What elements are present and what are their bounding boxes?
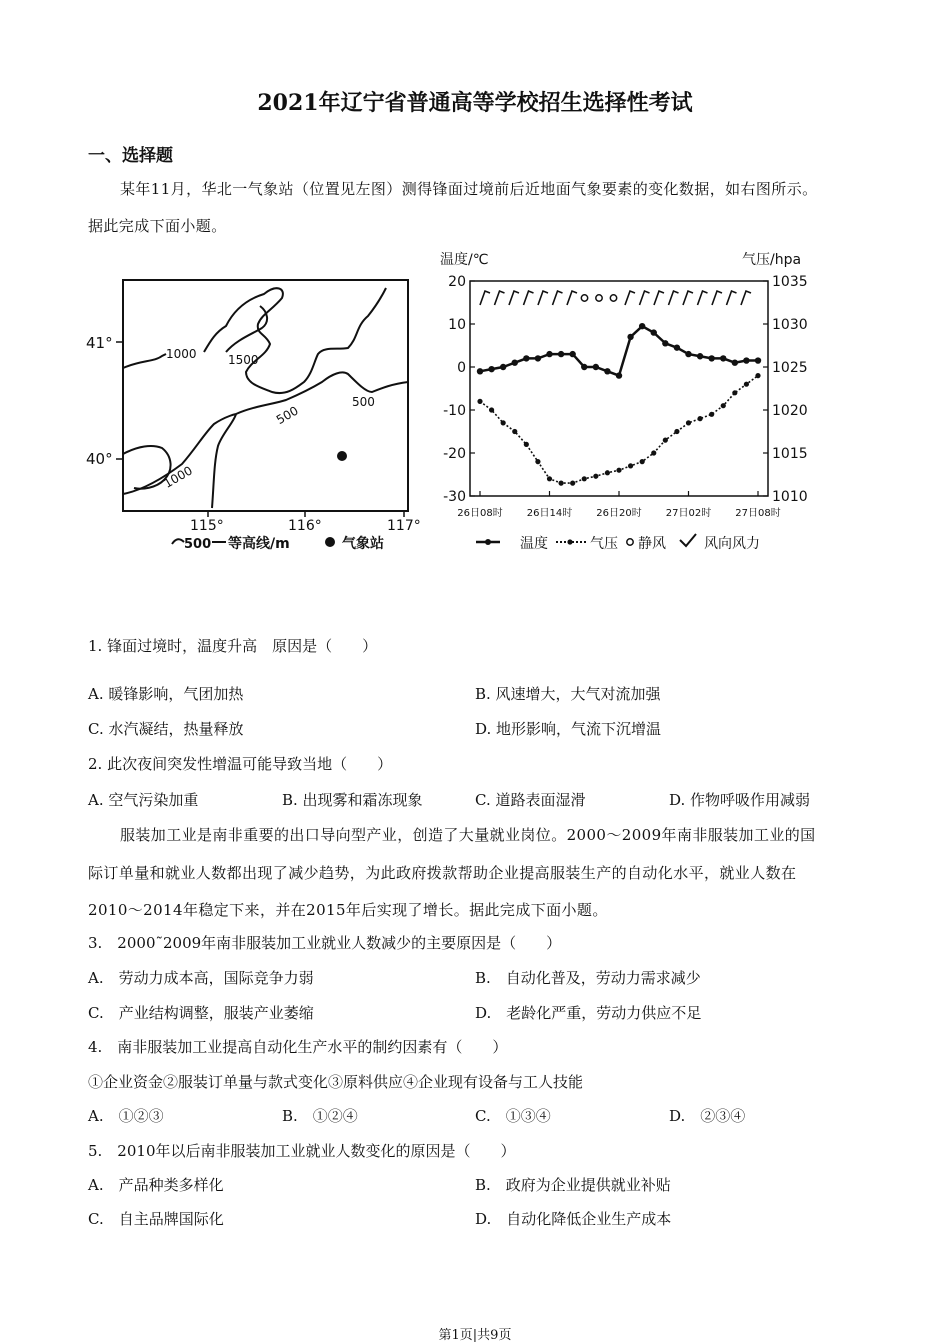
right-tick-label: 1025 bbox=[772, 360, 808, 376]
wind-barb-icon bbox=[509, 291, 519, 305]
section-heading: 一、选择题 bbox=[88, 146, 173, 166]
right-tick-label: 1015 bbox=[772, 446, 808, 462]
pressure-point bbox=[570, 481, 575, 486]
q3-option-a[interactable]: A. 劳动力成本高，国际竞争力弱 bbox=[88, 969, 314, 987]
pressure-point bbox=[582, 476, 587, 481]
pressure-point bbox=[686, 420, 691, 425]
page-footer: 第1页|共9页 bbox=[438, 1328, 512, 1343]
q2-option-b[interactable]: B. 出现雾和霜冻现象 bbox=[282, 791, 423, 809]
q1-option-c[interactable]: C. 水汽凝结，热量释放 bbox=[88, 720, 244, 738]
pressure-point bbox=[651, 450, 656, 455]
temperature-point bbox=[488, 366, 494, 372]
question-3-stem: 3. 2000˜2009年南非服装加工业就业人数减少的主要原因是（ ） bbox=[88, 934, 562, 952]
pressure-point bbox=[489, 407, 494, 412]
temperature-point bbox=[627, 334, 633, 340]
temperature-point bbox=[639, 323, 645, 329]
wind-barb-icon bbox=[640, 291, 650, 305]
pressure-point bbox=[605, 470, 610, 475]
lat-label-41: 41° bbox=[86, 334, 113, 352]
q3-option-c[interactable]: C. 产业结构调整，服装产业萎缩 bbox=[88, 1004, 314, 1022]
temperature-point bbox=[535, 355, 541, 361]
temperature-point bbox=[546, 351, 552, 357]
contour-1500 bbox=[226, 306, 267, 352]
pressure-point bbox=[697, 416, 702, 421]
temperature-point bbox=[512, 360, 518, 366]
legend-temperature: 温度 bbox=[520, 536, 548, 552]
contour-label-1500: 1500 bbox=[228, 353, 259, 367]
chart-legend bbox=[476, 534, 760, 552]
legend-contour-label: 等高线/m bbox=[228, 536, 290, 552]
pressure-point bbox=[558, 481, 563, 486]
temperature-point bbox=[616, 372, 622, 378]
pressure-point bbox=[524, 442, 529, 447]
question-4-stem: 4. 南非服装加工业提高自动化生产水平的制约因素有（ ） bbox=[88, 1038, 508, 1056]
temperature-point bbox=[558, 351, 564, 357]
temperature-point bbox=[581, 364, 587, 370]
temperature-point bbox=[662, 340, 668, 346]
wind-barb-icon bbox=[669, 291, 679, 305]
wind-barb-icon bbox=[538, 291, 548, 305]
question-4-items: ①企业资金②服装订单量与款式变化③原料供应④企业现有设备与工人技能 bbox=[88, 1073, 584, 1091]
temperature-point bbox=[674, 344, 680, 350]
lat-label-40: 40° bbox=[86, 450, 113, 468]
temperature-point bbox=[604, 368, 610, 374]
wind-barb-icon bbox=[698, 291, 708, 305]
left-tick-label: -30 bbox=[443, 489, 466, 505]
x-tick-label: 27日08时 bbox=[735, 508, 781, 519]
pressure-point bbox=[755, 373, 760, 378]
pressure-point bbox=[709, 412, 714, 417]
lon-label-115: 115° bbox=[190, 518, 224, 534]
temperature-point bbox=[523, 355, 529, 361]
temperature-point bbox=[755, 357, 761, 363]
left-tick-label: 0 bbox=[457, 360, 466, 376]
contour-500-east bbox=[236, 372, 408, 414]
wind-barb-icon bbox=[480, 291, 490, 305]
q2-option-c[interactable]: C. 道路表面湿滑 bbox=[475, 791, 586, 809]
calm-wind-icon bbox=[610, 295, 616, 301]
question-5-stem: 5. 2010年以后南非服装加工业就业人数变化的原因是（ ） bbox=[88, 1142, 516, 1160]
weather-station-marker bbox=[337, 451, 347, 461]
wind-barb-icon bbox=[567, 291, 577, 305]
temperature-point bbox=[477, 368, 483, 374]
legend-contour-sample: 500 bbox=[184, 537, 212, 552]
pressure-point bbox=[501, 420, 506, 425]
wind-barb-icon bbox=[683, 291, 693, 305]
q1-option-a[interactable]: A. 暖锋影响，气团加热 bbox=[88, 685, 244, 703]
x-tick-label: 26日14时 bbox=[526, 508, 573, 519]
legend-station-dot bbox=[325, 537, 335, 547]
pressure-line bbox=[480, 376, 758, 484]
question-2-stem: 2. 此次夜间突发性增温可能导致当地（ ） bbox=[88, 755, 393, 773]
left-tick-label: 10 bbox=[448, 317, 466, 333]
question-1-stem: 1. 锋面过境时，温度升高 原因是（ ） bbox=[88, 637, 378, 655]
temperature-point bbox=[593, 364, 599, 370]
pressure-point bbox=[477, 399, 482, 404]
chart-plot-frame bbox=[470, 281, 768, 496]
q3-option-b[interactable]: B. 自动化普及，劳动力需求减少 bbox=[475, 969, 701, 987]
contour-label-500-east: 500 bbox=[352, 395, 375, 409]
calm-wind-icon bbox=[581, 295, 587, 301]
left-tick-label: 20 bbox=[448, 274, 466, 290]
wind-barb-icon bbox=[727, 291, 737, 305]
contour-1000-north bbox=[123, 288, 386, 393]
wind-barb-icon bbox=[712, 291, 722, 305]
legend-station-label: 气象站 bbox=[342, 536, 384, 552]
contour-label-500-mid: 500 bbox=[273, 403, 301, 428]
temperature-point bbox=[732, 360, 738, 366]
wind-barb-icon bbox=[553, 291, 563, 305]
pressure-point bbox=[628, 463, 633, 468]
q1-option-b[interactable]: B. 风速增大，大气对流加强 bbox=[475, 685, 661, 703]
intro-paragraph-2-line-2: 际订单量和就业人数都出现了减少趋势，为此政府拨款帮助企业提高服装生产的自动化水平，就业人数在 bbox=[88, 864, 797, 882]
calm-wind-icon bbox=[596, 295, 602, 301]
left-tick-label: -20 bbox=[443, 446, 466, 462]
chart-ylabel-right: 气压/hpa bbox=[742, 252, 802, 268]
temperature-point bbox=[685, 351, 691, 357]
x-tick-label: 27日02时 bbox=[665, 508, 712, 519]
legend-contour-swatch bbox=[172, 539, 184, 544]
exam-title: 2021年辽宁省普通高等学校招生选择性考试 bbox=[257, 90, 693, 116]
x-tick-label: 26日20时 bbox=[596, 508, 642, 519]
contour-500-west bbox=[123, 414, 236, 508]
q5-option-c[interactable]: C. 自主品牌国际化 bbox=[88, 1210, 224, 1228]
pressure-point bbox=[512, 429, 517, 434]
legend-wind: 风向风力 bbox=[704, 536, 760, 552]
intro-paragraph-2-line-3: 2010～2014年稳定下来，并在2015年后实现了增长。据此完成下面小题。 bbox=[88, 901, 608, 919]
legend-calm: 静风 bbox=[638, 536, 666, 552]
q4-option-a[interactable]: A. ①②③ bbox=[88, 1107, 164, 1125]
wind-barb-icon bbox=[495, 291, 505, 305]
q5-option-d[interactable]: D. 自动化降低企业生产成本 bbox=[475, 1210, 672, 1228]
wind-barb-icon bbox=[524, 291, 534, 305]
wind-barb-icon bbox=[741, 291, 751, 305]
lon-label-116: 116° bbox=[288, 518, 322, 534]
x-tick-label: 26日08时 bbox=[457, 508, 503, 519]
q4-option-d[interactable]: D. ②③④ bbox=[669, 1107, 746, 1125]
left-tick-label: -10 bbox=[443, 403, 466, 419]
q2-option-a[interactable]: A. 空气污染加重 bbox=[88, 791, 199, 809]
temperature-point bbox=[500, 364, 506, 370]
pressure-point bbox=[663, 438, 668, 443]
legend-pressure: 气压 bbox=[590, 536, 618, 552]
pressure-point bbox=[744, 382, 749, 387]
temperature-line bbox=[480, 326, 758, 375]
temperature-point bbox=[743, 357, 749, 363]
weather-chart bbox=[434, 246, 818, 562]
q3-option-d[interactable]: D. 老龄化严重，劳动力供应不足 bbox=[475, 1004, 702, 1022]
q4-option-c[interactable]: C. ①③④ bbox=[475, 1107, 551, 1125]
intro-paragraph-1-line-1: 某年11月，华北一气象站（位置见左图）测得锋面过境前后近地面气象要素的变化数据，如右图所示。 bbox=[120, 180, 818, 198]
pressure-point bbox=[674, 429, 679, 434]
wind-barb-icon bbox=[625, 291, 635, 305]
chart-ylabel-left: 温度/℃ bbox=[440, 252, 489, 268]
contour-label-1000-south: 1000 bbox=[161, 463, 195, 491]
temperature-point bbox=[697, 353, 703, 359]
q2-option-d[interactable]: D. 作物呼吸作用减弱 bbox=[669, 791, 811, 809]
pressure-point bbox=[640, 459, 645, 464]
right-tick-label: 1020 bbox=[772, 403, 808, 419]
wind-barb-icon bbox=[654, 291, 664, 305]
q1-option-d[interactable]: D. 地形影响，气流下沉增温 bbox=[475, 720, 662, 738]
contour-label-1000-north: 1000 bbox=[166, 347, 197, 361]
pressure-point bbox=[732, 390, 737, 395]
pressure-point bbox=[593, 474, 598, 479]
pressure-point bbox=[721, 403, 726, 408]
q5-option-a[interactable]: A. 产品种类多样化 bbox=[88, 1176, 224, 1194]
temperature-point bbox=[708, 355, 714, 361]
right-tick-label: 1035 bbox=[772, 274, 808, 290]
q5-option-b[interactable]: B. 政府为企业提供就业补贴 bbox=[475, 1176, 671, 1194]
temperature-point bbox=[651, 329, 657, 335]
q4-option-b[interactable]: B. ①②④ bbox=[282, 1107, 358, 1125]
pressure-point bbox=[547, 476, 552, 481]
pressure-point bbox=[535, 459, 540, 464]
topographic-map bbox=[86, 276, 426, 556]
intro-paragraph-1-line-2: 据此完成下面小题。 bbox=[88, 217, 227, 235]
lon-label-117: 117° bbox=[387, 518, 421, 534]
intro-paragraph-2-line-1: 服装加工业是南非重要的出口导向型产业，创造了大量就业岗位。2000～2009年南非服装加工业的国 bbox=[120, 826, 816, 844]
pressure-point bbox=[616, 468, 621, 473]
temperature-point bbox=[720, 355, 726, 361]
temperature-point bbox=[569, 351, 575, 357]
wind-symbols-row bbox=[480, 291, 751, 305]
right-tick-label: 1010 bbox=[772, 489, 808, 505]
right-tick-label: 1030 bbox=[772, 317, 808, 333]
